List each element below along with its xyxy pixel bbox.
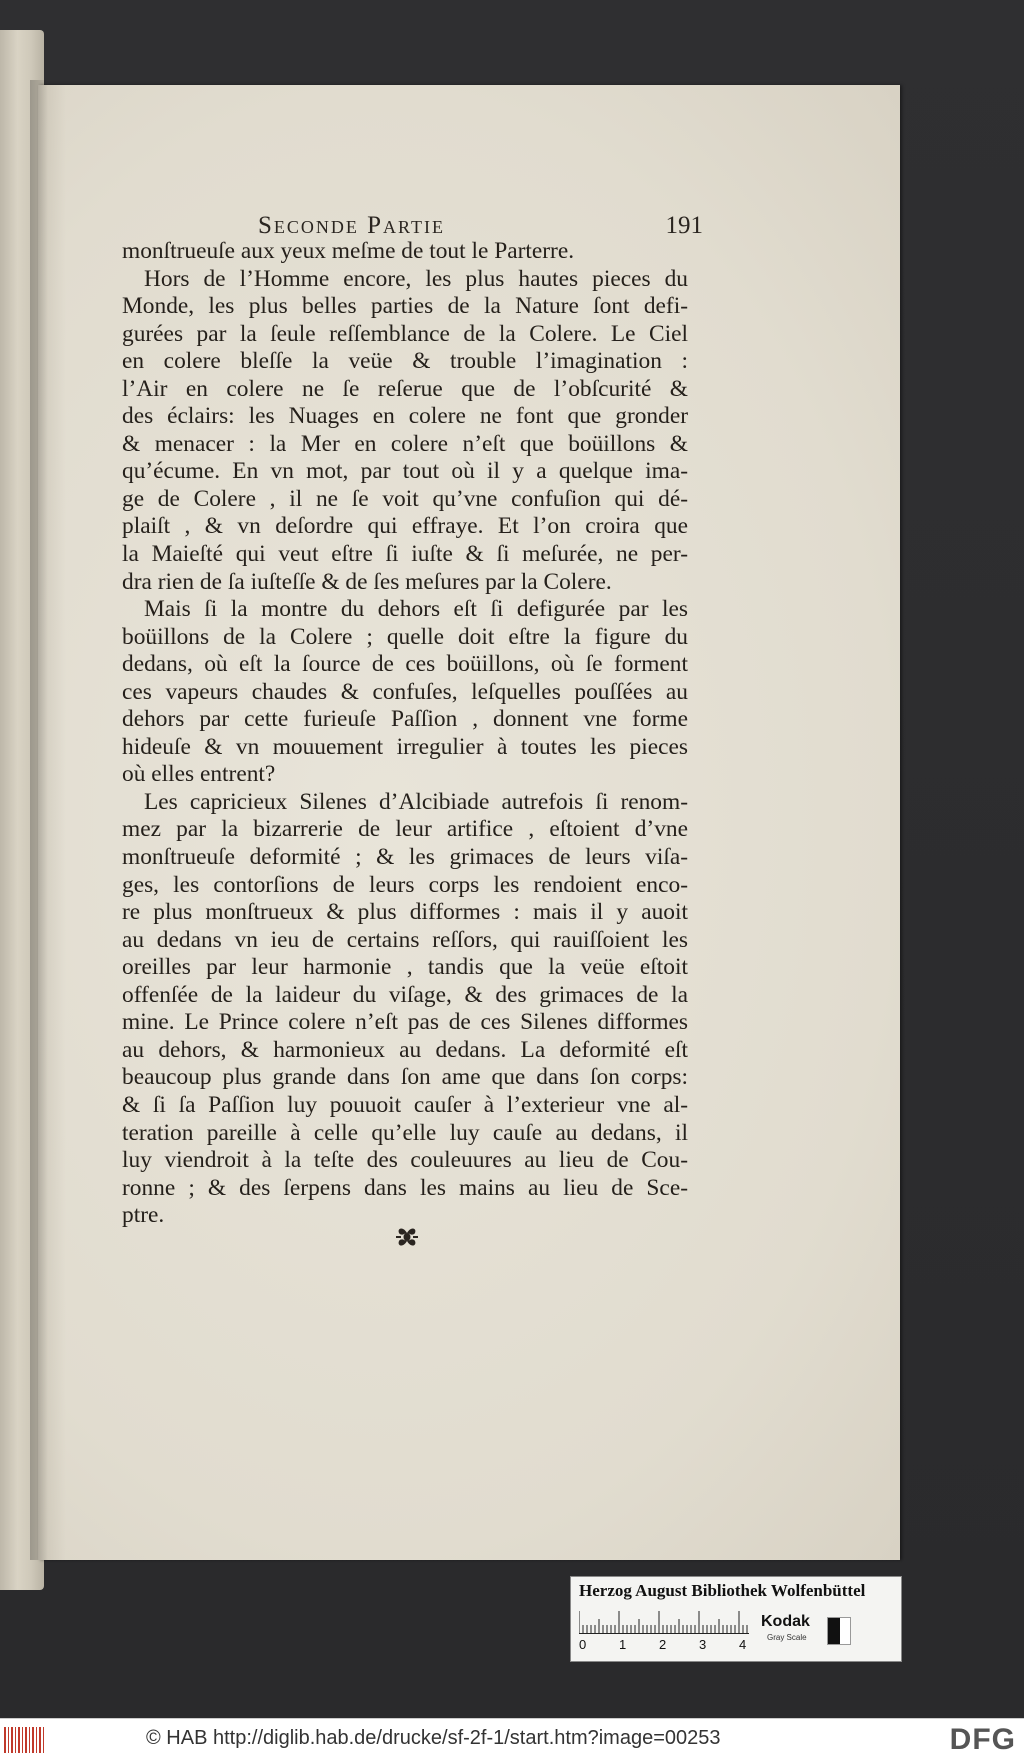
gray-swatch [827, 1617, 851, 1645]
fleuron-ornament-icon [393, 1224, 421, 1250]
text-line: dehors par cette furieuſe Paſſion , donnent vne forme [122, 706, 688, 733]
text-line: au dehors, & harmonieux au dedans. La deformité eſt [122, 1036, 688, 1063]
text-line: beaucoup plus grande dans ſon ame que dans ſon corps: [122, 1064, 688, 1091]
page-number: 191 [665, 212, 703, 239]
text-line: ges, les contorſions de leurs corps les rendoient enco- [122, 871, 688, 898]
text-line: luy viendroit à la teſte des couleuures au lieu de Cou- [122, 1147, 688, 1174]
text-line: dra rien de ſa iuſteſſe & de ſes meſures par la Colere. [122, 568, 612, 595]
text-line: Mais ſi la montre du dehors eſt ſi defigurée par les [144, 596, 688, 623]
text-line: & ſi ſa Paſſion luy pouuoit cauſer à l’exterieur vne al- [122, 1091, 688, 1118]
ruler-numbers [579, 1637, 759, 1653]
text-line: l’Air en colere ne ſe reſerue que de l’obſcurité & [122, 375, 688, 402]
text-line: ces vapeurs chaudes & confuſes, leſquelles pouſſées au [122, 678, 688, 705]
kodak-brand: Kodak [761, 1613, 810, 1630]
dfg-logo: DFG [949, 1723, 1016, 1756]
text-line: Hors de l’Homme encore, les plus hautes pieces du [144, 265, 688, 292]
library-color-bar [570, 1576, 902, 1662]
text-line: gurées par la ſeule reſſemblance de la Colere. Le Ciel [122, 320, 688, 347]
gray-scale-label: Gray Scale [767, 1633, 807, 1642]
body-text [122, 238, 688, 1230]
ruler-number: 4 [739, 1637, 747, 1652]
text-line: oreilles par leur harmonie , tandis que la veüe eſtoit [122, 954, 688, 981]
footer-bar [0, 1718, 1024, 1759]
text-line: ge de Colere , il ne ſe voit qu’vne confuſion qui dé- [122, 485, 688, 512]
hab-logo-icon [4, 1727, 44, 1753]
text-line: plaiſt , & vn deſordre qui effraye. Et l’on croira que [122, 513, 688, 540]
copyright-link[interactable]: © HAB http://diglib.hab.de/drucke/sf-2f-1/start.htm?image=00253 [146, 1727, 721, 1749]
text-line: offenſée de la laideur du viſage, & des grimaces de la [122, 981, 688, 1008]
text-line: monſtrueuſe deformité ; & les grimaces de leurs viſa- [122, 844, 688, 871]
text-line: la Maieſté qui veut eſtre ſi iuſte & ſi meſurée, ne per- [122, 541, 688, 568]
text-line: monſtrueuſe aux yeux meſme de tout le Parterre. [122, 238, 575, 264]
text-line: où elles entrent? [122, 761, 276, 788]
ruler-number: 0 [579, 1637, 587, 1652]
text-line: qu’écume. En vn mot, par tout où il y a quelque ima- [122, 458, 688, 485]
ruler-number: 1 [619, 1637, 627, 1652]
ruler-number: 2 [659, 1637, 667, 1652]
text-line: re plus monſtrueux & plus difformes : mais il y auoit [122, 899, 688, 926]
text-line: hideuſe & vn mouuement irregulier à toutes les pieces [122, 733, 688, 760]
running-head-title: Seconde Partie [258, 212, 445, 239]
text-line: mez par la bizarrerie de leur artifice , eſtoient d’vne [122, 816, 688, 843]
text-line: Les capricieux Silenes d’Alcibiade autrefois ſi renom- [144, 788, 688, 815]
text-line: mine. Le Prince colere n’eſt pas de ces Silenes difformes [122, 1009, 688, 1036]
text-line: & menacer : la Mer en colere n’eſt que boüillons & [122, 430, 688, 457]
library-name: Herzog August Bibliothek Wolfenbüttel [579, 1581, 866, 1600]
text-line: au dedans vn ieu de certains reſſors, qui rauiſſoient les [122, 926, 688, 953]
text-line: ptre. [122, 1202, 165, 1229]
binding-shadow [30, 80, 48, 1560]
text-line: ronne ; & des ſerpens dans les mains au lieu de Sce- [122, 1174, 688, 1201]
text-line: teration pareille à celle qu’elle luy cauſe au dedans, il [122, 1119, 688, 1146]
text-line: dedans, où eſt la ſource de ces boüillons, où ſe forment [122, 651, 688, 678]
ruler-number: 3 [699, 1637, 707, 1652]
text-line: Monde, les plus belles parties de la Nature ſont defi- [122, 293, 688, 320]
text-line: boüillons de la Colere ; quelle doit eſtre la figure du [122, 623, 688, 650]
text-line: des éclairs: les Nuages en colere ne font que gronder [122, 403, 688, 430]
text-line: en colere bleſſe la veüe & trouble l’imagination : [122, 348, 688, 375]
ruler-scale [579, 1611, 749, 1634]
